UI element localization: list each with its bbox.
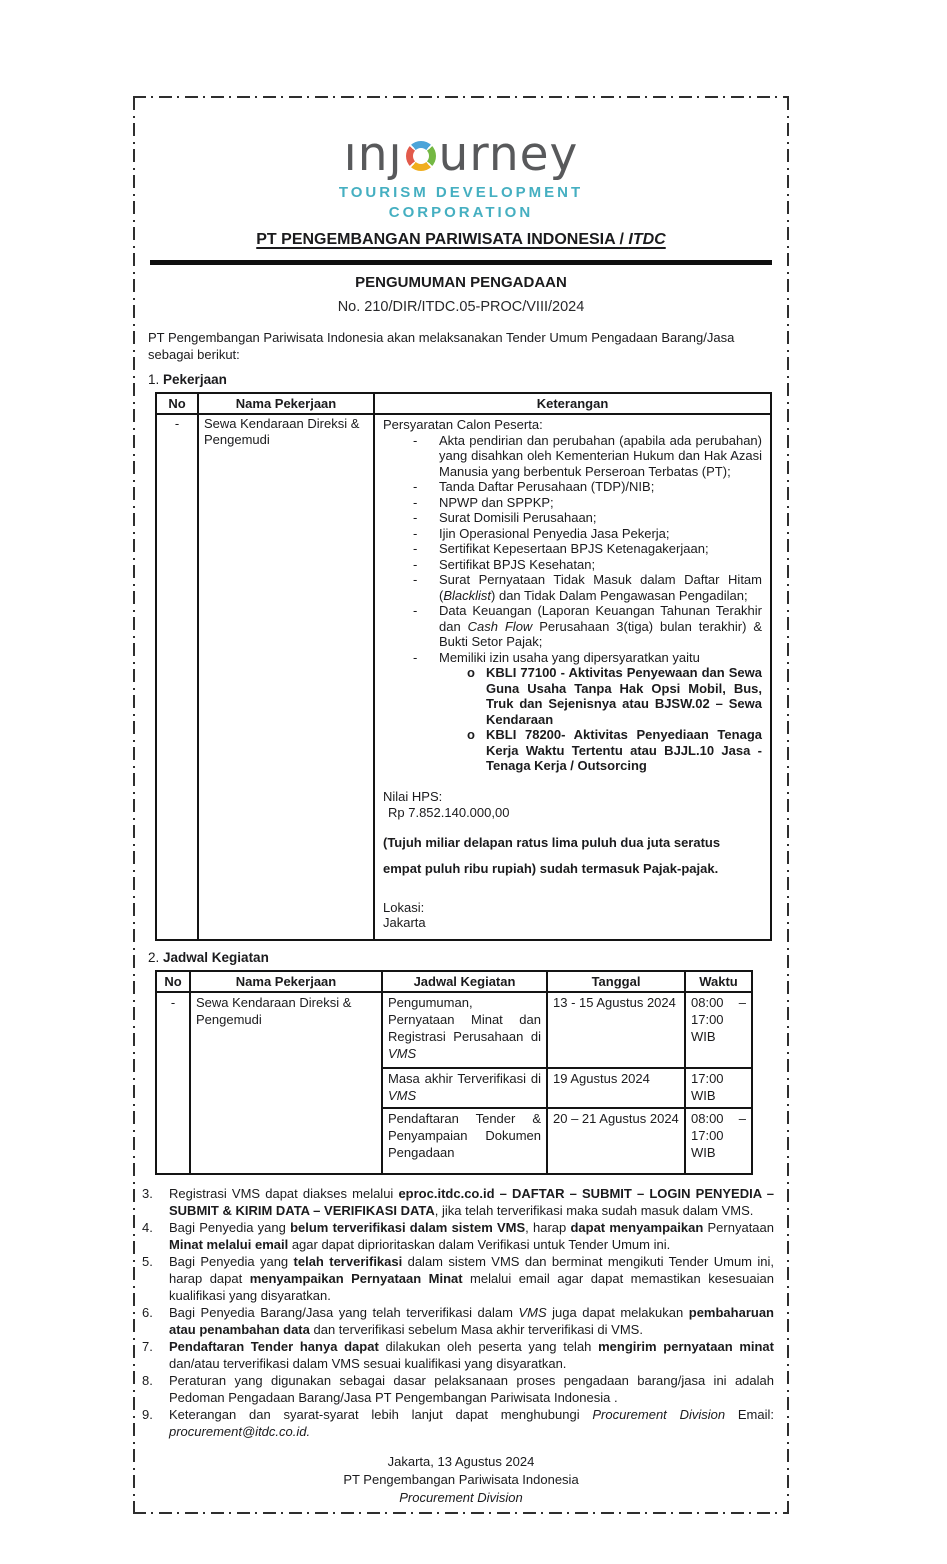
requirement-item (383, 510, 762, 526)
pekerjaan-row-no: - (156, 414, 198, 940)
company-title-main: PT PENGEMBANGAN PARIWISATA INDONESIA / (256, 231, 629, 248)
schedule-activity: Masa akhir Terverifikasi di VMS (382, 1068, 547, 1108)
note-text: Bagi Penyedia yang telah terverifikasi dalam sistem VMS dan berminat mengikuti Tender Umum ini, harap dapat menyampaikan Pernyataan Minat melalui email agar dapat memastikan kesesuaian kualifikasi yang disyaratkan. (169, 1253, 774, 1303)
note-text: Bagi Penyedia yang belum terverifikasi dalam sistem VMS, harap dapat menyampaikan Pernyataan Minat melalui email agar dapat diprioritaskan dalam Verifikasi untuk Tender Umum ini. (169, 1219, 774, 1252)
section-1-heading (148, 372, 774, 387)
doc-number: No. 210/DIR/ITDC.05-PROC/VIII/2024 (337, 299, 585, 315)
pekerjaan-header-nama: Nama Pekerjaan (198, 393, 374, 414)
schedule-date: 20 – 21 Agustus 2024 (547, 1108, 685, 1174)
lokasi-block (383, 900, 762, 931)
jadwal-header-tanggal: Tanggal (547, 971, 685, 992)
requirement-text: Akta pendirian dan perubahan (apabila ada perubahan) yang disahkan oleh Kementerian Hukum dan Hak Azasi Manusia yang berbentuk Perseroan Terbatas (PT); (439, 432, 762, 479)
note-number: 3. (142, 1185, 153, 1201)
list-dash-marker: - (413, 603, 418, 618)
document-sheet (133, 96, 789, 1514)
logo-wordmark (148, 128, 774, 182)
schedule-time: 17:00 WIB (685, 1068, 752, 1108)
kbli-text: KBLI 78200- Aktivitas Penyediaan Tenaga Kerja Waktu Tertentu atau BJJL.10 Jasa - Tenaga Kerja / Outsorcing (486, 727, 762, 773)
note-item (142, 1304, 774, 1338)
list-dash-marker: - (413, 649, 418, 665)
footer-date-line: Jakarta, 13 Agustus 2024 (387, 1453, 535, 1469)
pekerjaan-header-no: No (156, 393, 198, 414)
list-dash-marker: - (413, 556, 418, 572)
note-text: Bagi Penyedia Barang/Jasa yang telah terverifikasi dalam VMS juga dapat melakukan pembaharuan atau penambahan data dan terverifikasi sebelum Masa akhir terverifikasi di VMS. (169, 1304, 774, 1337)
pekerjaan-table-row (156, 414, 771, 940)
pekerjaan-row-nama: Sewa Kendaraan Direksi & Pengemudi (198, 414, 374, 940)
hps-value: Rp 7.852.140.000,00 (388, 805, 510, 820)
schedule-time: 08:00 – 17:00 WIB (685, 992, 752, 1068)
note-item (142, 1406, 774, 1440)
schedule-date: 13 - 15 Agustus 2024 (547, 992, 685, 1068)
note-text: Keterangan dan syarat-syarat lebih lanjut dapat menghubungi Procurement Division Email: procurement@itdc.co.id. (169, 1406, 774, 1439)
schedule-date: 19 Agustus 2024 (547, 1068, 685, 1108)
pekerjaan-row-keterangan (374, 414, 771, 940)
intro-paragraph: PT Pengembangan Pariwisata Indonesia akan melaksanakan Tender Umum Pengadaan Barang/Jasa sebagai berikut: (148, 330, 735, 362)
note-text: Peraturan yang digunakan sebagai dasar pelaksanaan proses pengadaan barang/jasa ini adalah Pedoman Pengadaan Barang/Jasa PT Pengembangan Pariwisata Indonesia . (169, 1372, 774, 1405)
note-item (142, 1372, 774, 1406)
note-number: 9. (142, 1406, 153, 1422)
hps-terbilang: (Tujuh miliar delapan ratus lima puluh dua juta seratus empat puluh ribu rupiah) sudah termasuk Pajak-pajak. (383, 834, 721, 876)
lokasi-value: Jakarta (383, 915, 426, 930)
requirement-text: Sertifikat Kepesertaan BPJS Ketenagakerjaan; (439, 541, 709, 556)
list-dash-marker: - (413, 572, 418, 587)
footer-division-line: Procurement Division (399, 1489, 523, 1505)
footer-company-line: PT Pengembangan Pariwisata Indonesia (343, 1471, 579, 1487)
page-border-right (787, 96, 789, 1514)
list-dash-marker: - (413, 510, 418, 525)
schedule-row-nama: Sewa Kendaraan Direksi & Pengemudi (190, 992, 382, 1174)
requirement-item (383, 526, 762, 542)
list-dash-marker: - (413, 494, 418, 510)
persyaratan-label: Persyaratan Calon Peserta: (383, 417, 543, 432)
list-dash-marker: - (413, 525, 418, 541)
schedule-activity: Pendaftaran Tender & Penyampaian Dokumen Pengadaan (382, 1108, 547, 1174)
schedule-row-no: - (156, 992, 190, 1174)
notes-list (142, 1185, 774, 1440)
requirement-text: Data Keuangan (Laporan Keuangan Tahunan Terakhir dan Cash Flow Perusahaan 3(tiga) bulan terakhir) & Bukti Setor Pajak; (439, 603, 762, 649)
requirement-item (383, 557, 762, 573)
pekerjaan-header-keterangan: Keterangan (374, 393, 771, 414)
injourney-logo (148, 128, 774, 222)
note-number: 4. (142, 1219, 153, 1235)
list-dash-marker: - (413, 432, 418, 448)
requirement-item (383, 603, 762, 650)
jadwal-header-no: No (156, 971, 190, 992)
requirement-item (383, 479, 762, 495)
logo-wordmark-right: urney (438, 127, 579, 182)
section-1-number: 1. (148, 372, 160, 387)
note-text: Pendaftaran Tender hanya dapat dilakukan oleh peserta yang telah mengirim pernyataan minat dan/atau terverifikasi dalam VMS sesuai kualifikasi yang disyaratkan. (169, 1338, 774, 1371)
logo-subtitle-line2: CORPORATION (388, 204, 534, 221)
section-2-number: 2. (148, 949, 160, 965)
requirement-item (383, 650, 762, 666)
logo-mark-icon (406, 141, 436, 171)
requirement-text: Surat Pernyataan Tidak Masuk dalam Daftar Hitam (Blacklist) dan Tidak Dalam Pengawasan Pengadilan; (439, 572, 762, 603)
note-item (142, 1338, 774, 1372)
note-number: 7. (142, 1338, 153, 1354)
kbli-item (383, 665, 762, 727)
logo-wordmark-left: ınȷ (343, 127, 403, 182)
jadwal-header-kegiatan: Jadwal Kegiatan (382, 971, 547, 992)
requirement-item (383, 541, 762, 557)
schedule-activity: Pengumuman, Pernyataan Minat dan Registrasi Perusahaan di VMS (382, 992, 547, 1068)
doc-title: PENGUMUMAN PENGADAAN (355, 274, 567, 291)
note-item (142, 1219, 774, 1253)
section-2-title: Jadwal Kegiatan (163, 949, 269, 965)
note-item (142, 1185, 774, 1219)
hps-label: Nilai HPS: (383, 788, 443, 804)
pekerjaan-table (155, 392, 772, 941)
kbli-text: KBLI 77100 - Aktivitas Penyewaan dan Sewa Guna Usaha Tanpa Hak Opsi Mobil, Bus, Truk dan Sejenisnya atau BJSW.02 – Sewa Kendaraan (486, 665, 762, 727)
page-border-bottom (133, 1512, 789, 1514)
company-title (148, 231, 774, 249)
requirement-item (383, 572, 762, 603)
jadwal-table-header-row (156, 971, 752, 992)
list-circle-marker: o (467, 727, 475, 742)
requirement-text: Memiliki izin usaha yang dipersyaratkan yaitu (439, 649, 700, 665)
requirement-text: Surat Domisili Perusahaan; (439, 510, 597, 525)
jadwal-table (155, 970, 753, 1175)
note-text: Registrasi VMS dapat diakses melalui eproc.itdc.co.id – DAFTAR – SUBMIT – LOGIN PENYEDIA – SUBMIT & KIRIM DATA – VERIFIKASI DATA, jika telah terverifikasi maka sudah masuk dalam VMS. (169, 1185, 774, 1218)
section-2-heading (148, 950, 774, 965)
requirement-text: Ijin Operasional Penyedia Jasa Pekerja; (439, 525, 670, 541)
document-content (135, 98, 787, 1512)
lokasi-label: Lokasi: (383, 899, 425, 915)
company-title-abbr: ITDC (628, 231, 666, 248)
note-number: 5. (142, 1253, 153, 1269)
jadwal-header-waktu: Waktu (685, 971, 752, 992)
list-circle-marker: o (467, 665, 475, 680)
requirement-text: Tanda Daftar Perusahaan (TDP)/NIB; (439, 479, 655, 494)
header-divider (150, 260, 772, 265)
note-item (142, 1253, 774, 1304)
section-1-title: Pekerjaan (163, 372, 227, 387)
note-number: 6. (142, 1304, 153, 1320)
requirement-text: NPWP dan SPPKP; (439, 494, 554, 510)
schedule-row (156, 992, 752, 1068)
pekerjaan-table-header-row (156, 393, 771, 414)
signature-block (148, 1453, 774, 1507)
list-dash-marker: - (413, 479, 418, 494)
schedule-time: 08:00 – 17:00 WIB (685, 1108, 752, 1174)
list-dash-marker: - (413, 541, 418, 556)
kbli-item (383, 727, 762, 774)
requirement-text: Sertifikat BPJS Kesehatan; (439, 556, 596, 572)
jadwal-header-nama: Nama Pekerjaan (190, 971, 382, 992)
requirement-item (383, 495, 762, 511)
logo-subtitle-line1: TOURISM DEVELOPMENT (338, 184, 584, 201)
requirement-item (383, 433, 762, 480)
note-number: 8. (142, 1372, 153, 1388)
